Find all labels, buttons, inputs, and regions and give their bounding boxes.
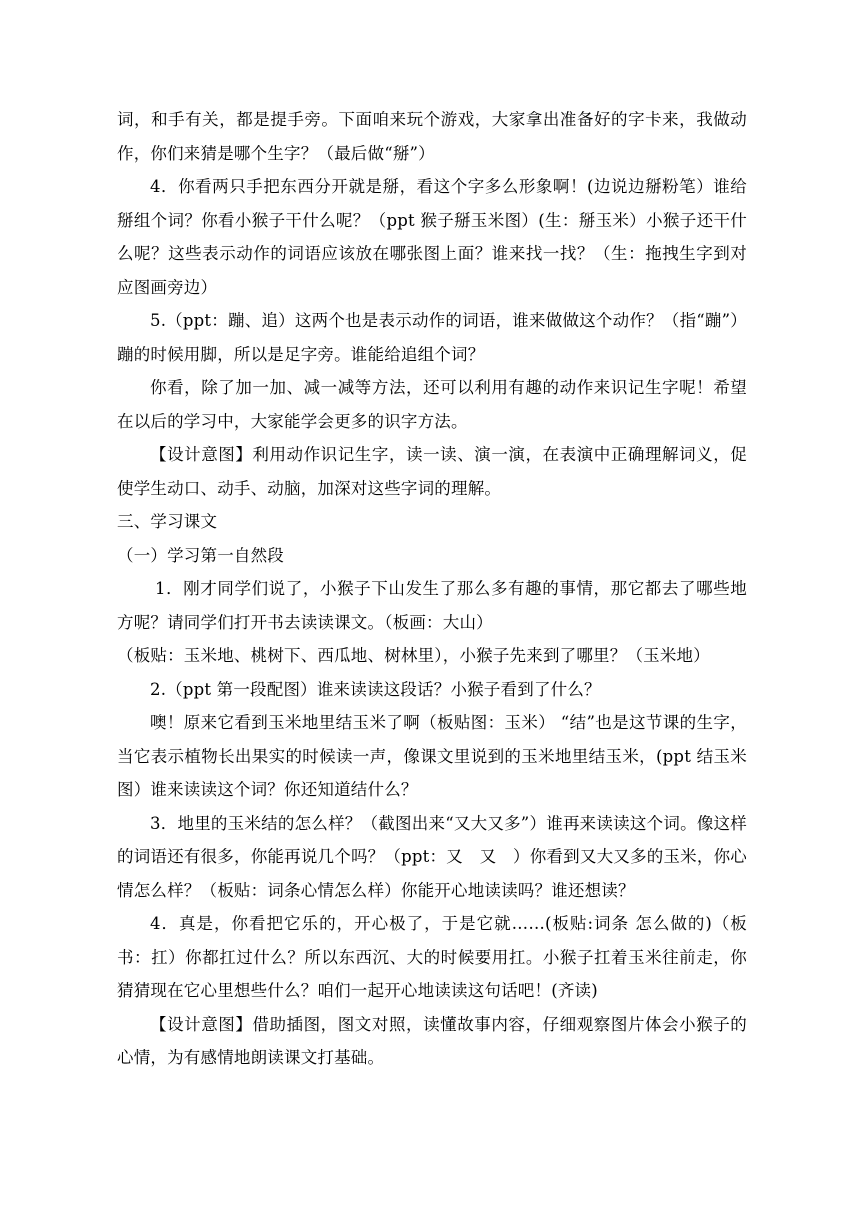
document-body [117, 103, 747, 1075]
paragraph-jie-explanation: 噢！原来它看到玉米地里结玉米了啊（板贴图：玉米） “结”也是这节课的生字，当它表示植物长出果实的时候读一声，像课文里说到的玉米地里结玉米，(ppt 结玉米图）谁来读读这个词？你还知道结什么？ [117, 713, 747, 799]
subsection-heading-1: （一）学习第一自然段 [117, 545, 284, 565]
paragraph-design-intent-1: 【设计意图】利用动作识记生字，读一读、演一演，在表演中正确理解词义，促使学生动口、动手、动脑，加深对这些字词的理解。 [117, 445, 747, 498]
paragraph-continuation: 词，和手有关，都是提手旁。下面咱来玩个游戏，大家拿出准备好的字卡来，我做动作，你们来猜是哪个生字？（最后做“掰”） [117, 110, 747, 163]
paragraph-lesson-step-3: 3．地里的玉米结的怎么样？（截图出来“又大又多”）谁再来读读这个词。像这样的词语还有很多，你能再说几个吗？（ppt：又 又 ）你看到又大又多的玉米，你心情怎么样？（板贴：词条心情怎么样）你能开心地读读吗？谁还想读？ [117, 813, 747, 900]
paragraph-design-intent-2: 【设计意图】借助插图，图文对照，读懂故事内容，仔细观察图片体会小猴子的心情，为有感情地朗读课文打基础。 [117, 1014, 747, 1067]
paragraph-step-4: 4．你看两只手把东西分开就是掰，看这个字多么形象啊！(边说边掰粉笔）谁给掰组个词？你看小猴子干什么呢？（ppt 猴子掰玉米图）(生：掰玉米）小猴子还干什么呢？这些表示动作的词语应该放在哪张图上面？谁来找一找？（生：拖拽生字到对应图画旁边） [117, 177, 747, 297]
paragraph-step-5: 5.（ppt：蹦、追）这两个也是表示动作的词语，谁来做做这个动作？（指“蹦”）蹦的时候用脚，所以是足字旁。谁能给追组个词？ [117, 311, 747, 364]
section-heading-3: 三、学习课文 [117, 512, 218, 531]
paragraph-lesson-step-4: 4．真是，你看把它乐的，开心极了，于是它就……(板贴:词条 怎么做的)（板书：扛）你都扛过什么？所以东西沉、大的时候要用扛。小猴子扛着玉米往前走，你猜猜现在它心里想些什么？咱们一起开心地读读这句话吧！(齐读) [117, 914, 747, 1000]
paragraph-lesson-step-2: 2.（ppt 第一段配图）谁来读读这段话？小猴子看到了什么？ [150, 679, 601, 699]
paragraph-board-items: （板贴：玉米地、桃树下、西瓜地、树林里），小猴子先来到了哪里？（玉米地） [117, 646, 710, 665]
paragraph-lesson-step-1: 1．刚才同学们说了，小猴子下山发生了那么多有趣的事情，那它都去了哪些地方呢？请同学们打开书去读读课文。（板画：大山） [117, 579, 747, 632]
paragraph-summary: 你看，除了加一加、减一减等方法，还可以利用有趣的动作来识记生字呢！希望在以后的学习中，大家能学会更多的识字方法。 [117, 378, 747, 431]
